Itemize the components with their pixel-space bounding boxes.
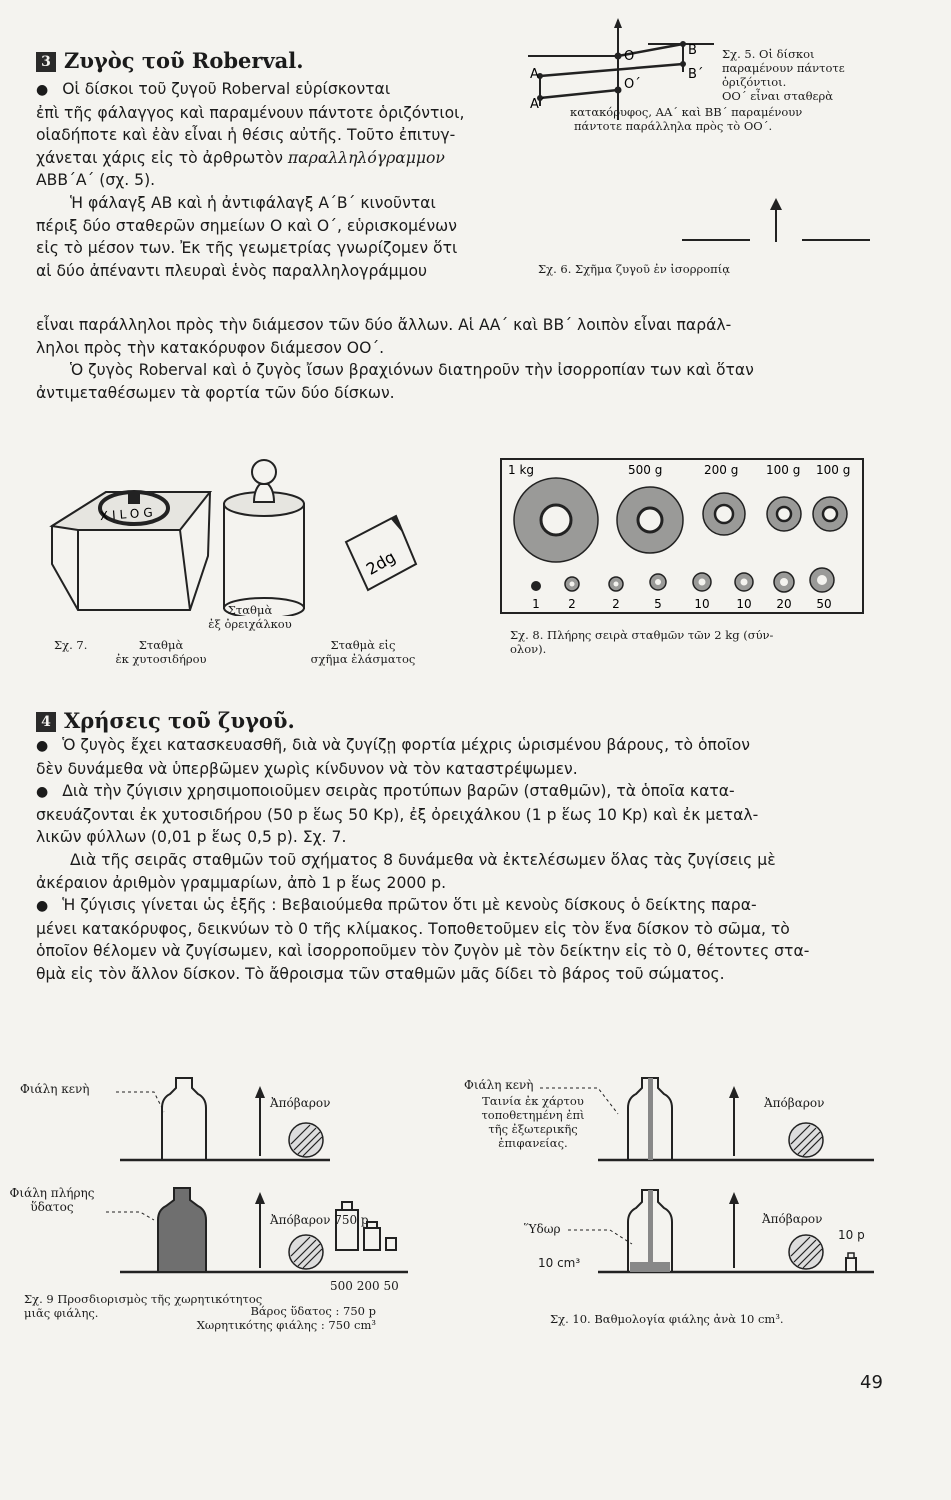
hex-weight-label: ΧΙLOG	[99, 505, 158, 524]
section-3-text-wide	[36, 314, 878, 404]
fig10-volume-label: 10 cm³	[538, 1256, 581, 1270]
label-5g: 5	[654, 597, 662, 611]
paragraph-line: αἱ δύο ἀπέναντι πλευραὶ ἑνὸς παραλληλογράμμου	[36, 261, 428, 280]
paragraph-line: ἐπὶ τῆς φάλαγγος καὶ παραμένουν πάντοτε ὁριζόντιοι,	[36, 103, 465, 122]
weights-set-illustration	[30, 446, 480, 616]
caption-line: παραμένουν πάντοτε	[722, 61, 845, 75]
label-B: B	[688, 43, 697, 58]
section-4-heading	[36, 708, 295, 733]
caption-line: ἐξ ὀρειχάλκου	[208, 617, 292, 631]
fig7-caption-cast	[106, 638, 216, 666]
label-1g: 1	[532, 597, 540, 611]
caption-line: Σταθμὰ	[227, 603, 273, 617]
fig9-tare-750-label: Ἀπόβαρον 750 p	[270, 1213, 369, 1227]
caption-line: κατακόρυφος, ΑΑ΄ καὶ ΒΒ΄ παραμένουν	[570, 105, 803, 119]
paragraph-line: ● Διὰ τὴν ζύγισιν χρησιμοποιοῦμεν σειρὰς προτύπων βαρῶν (σταθμῶν), τὰ ὁποῖα κατα-	[36, 780, 884, 804]
paragraph-line: δὲν δυνάμεθα νὰ ὑπερβῶμεν χωρὶς κίνδυνον νὰ τὸν καταστρέψωμεν.	[36, 759, 578, 778]
label-line: τῆς ἐξωτερικῆς	[488, 1122, 578, 1136]
paragraph-line: Διὰ τῆς σειρᾶς σταθμῶν τοῦ σχήματος 8 δυνάμεθα νὰ ἐκτελέσωμεν ὅλας τὰς ζυγίσεις μὲ	[70, 850, 776, 869]
fig9-results	[160, 1304, 376, 1332]
label-A-prime: A΄	[530, 97, 546, 112]
label-line: τοποθετημένη ἐπὶ	[481, 1108, 585, 1122]
caption-line: πάντοτε παράλληλα πρὸς τὸ ΟΟ΄.	[574, 119, 773, 133]
fig9-full-bottle-label	[2, 1186, 102, 1214]
fig6-caption: Σχ. 6. Σχῆμα ζυγοῦ ἐν ἰσορροπίᾳ	[538, 262, 730, 276]
label-20g: 20	[776, 597, 792, 611]
fig8-caption	[510, 628, 860, 656]
fig10-tare-label: Ἀπόβαρον	[764, 1096, 825, 1110]
section-4-number: 4	[36, 712, 56, 732]
label-O: O	[624, 49, 635, 64]
fig9-pointer-line-2	[104, 1206, 164, 1230]
label-B-prime: B΄	[688, 67, 704, 82]
paragraph-line: θμὰ εἰς τὸν ἄλλον δίσκον. Τὸ ἄθροισμα τῶν σταθμῶν μᾶς δίδει τὸ βάρος τοῦ σώματος.	[36, 964, 725, 983]
paragraph-line: εἶναι παράλληλοι πρὸς τὴν διάμεσον τῶν δύο ἄλλων. Αἱ ΑΑ΄ καὶ ΒΒ΄ λοιπὸν εἶναι παράλ-	[36, 316, 732, 334]
label-line: Φιάλη πλήρης	[9, 1186, 95, 1200]
section-3-text-narrow	[36, 78, 512, 282]
label-10g-b: 10	[736, 597, 752, 611]
caption-line: ΟΟ΄ εἶναι σταθερὰ	[722, 89, 834, 103]
caption-line: μιᾶς φιάλης.	[24, 1306, 99, 1320]
fig5-caption-bottom	[570, 105, 890, 133]
label-line: ἐπιφανείας.	[498, 1136, 568, 1150]
caption-line: Σχ. 5. Οἱ δίσκοι	[722, 47, 815, 61]
paragraph-line: ἀντιμεταθέσωμεν τὰ φορτία τῶν δύο δίσκων.	[36, 383, 395, 402]
fig9-empty-bottle-label: Φιάλη κενὴ	[20, 1082, 90, 1096]
fig5-caption-top	[722, 47, 882, 103]
caption-line: Σχ. 9 Προσδιορισμὸς τῆς χωρητικότητος	[24, 1292, 263, 1306]
paragraph-line: ληλοι πρὸς τὴν κατακόρυφον διάμεσον ΟΟ΄.	[36, 338, 385, 357]
bottle-graduation-figure	[584, 1060, 884, 1310]
label-1kg: 1 kg	[508, 463, 535, 477]
fig10-tape-label	[470, 1094, 596, 1150]
caption-line: ἐκ χυτοσιδήρου	[115, 652, 207, 666]
paragraph-line: ● Οἱ δίσκοι τοῦ ζυγοῦ Roberval εὑρίσκονται	[36, 78, 512, 102]
page-number: 49	[860, 1372, 883, 1393]
fig10-tare2-label: Ἀπόβαρον	[762, 1212, 823, 1226]
balance-equilibrium-diagram	[676, 196, 876, 248]
section-4-text	[36, 734, 884, 986]
label-O-prime: O΄	[624, 77, 641, 92]
label-line: Ταινία ἐκ χάρτου	[482, 1094, 584, 1108]
caption-line: ολον).	[510, 642, 547, 656]
label-A: A	[530, 67, 539, 82]
section-3-number: 3	[36, 52, 56, 72]
paragraph-line: πέριξ δύο σταθερῶν σημείων Ο καὶ Ο΄, εὑρισκομένων	[36, 216, 457, 235]
label-10g-a: 10	[694, 597, 710, 611]
paragraph-line: εἰς τὸ μέσον των. Ἐκ τῆς γεωμετρίας γνωρίζομεν ὅτι	[36, 239, 458, 258]
fig10-water-label: Ὕδωρ	[524, 1222, 561, 1236]
fig10-weight-label: 10 p	[838, 1228, 865, 1242]
fig7-prefix: Σχ. 7.	[54, 638, 88, 652]
paragraph-line: Ὁ ζυγὸς Roberval καὶ ὁ ζυγὸς ἴσων βραχιόνων διατηροῦν τὴν ἰσορροπίαν των καὶ ὅταν	[70, 361, 754, 380]
fig7-caption-sheet	[288, 638, 438, 666]
fig7-caption-brass	[205, 603, 295, 631]
fig10-pointer-line-2	[566, 1224, 646, 1248]
paragraph-line: ● Ἡ ζύγισις γίνεται ὡς ἑξῆς : Βεβαιούμεθα πρῶτον ὅτι μὲ κενοὺς δίσκους ὁ δείκτης παρα-	[36, 894, 884, 918]
fig9-weights-stack	[330, 1182, 410, 1274]
paragraph-line: οἱαδήποτε καὶ ἐὰν εἶναι ἡ θέσις αὐτῆς. Τοῦτο ἐπιτυγ-	[36, 126, 456, 145]
paragraph-line: χάνεται χάρις εἰς τὸ ἀρθρωτὸν παραλληλόγραμμον	[36, 148, 445, 167]
section-4-title: Χρήσεις τοῦ ζυγοῦ.	[64, 708, 295, 733]
fig10-empty-bottle-label: Φιάλη κενὴ	[464, 1078, 534, 1092]
paragraph-line: Ἡ φάλαγξ ΑΒ καὶ ἡ ἀντιφάλαγξ Α΄Β΄ κινοῦνται	[70, 193, 436, 212]
fig9-pointer-line-1	[114, 1088, 174, 1118]
sheet-weight-label: 2dg	[362, 547, 399, 579]
label-50g: 50	[816, 597, 832, 611]
paragraph-line: σκευάζονται ἐκ χυτοσιδήρου (50 p ἕως 50 Kp), ἐξ ὀρειχάλκου (1 p ἕως 10 Kp) καὶ ἐκ μεταλ-	[36, 805, 759, 824]
weights-series-panel	[500, 458, 864, 616]
water-weight-value: Βάρος ὕδατος : 750 p	[250, 1304, 376, 1318]
capacity-value: Χωρητικότης φιάλης : 750 cm³	[196, 1318, 376, 1332]
fig9-weights-label: 500 200 50	[330, 1279, 399, 1293]
label-500g: 500 g	[628, 463, 663, 477]
paragraph-line: ● Ὁ ζυγὸς ἔχει κατασκευασθῆ, διὰ νὰ ζυγίζῃ φορτία μέχρις ὡρισμένου βάρους, τὸ ὁποῖον	[36, 734, 884, 758]
caption-line: Σταθμὰ εἰς	[330, 638, 396, 652]
label-2g-b: 2	[612, 597, 620, 611]
caption-line: Σχ. 8. Πλήρης σειρὰ σταθμῶν τῶν 2 kg (σύν-	[510, 628, 774, 642]
paragraph-line: ὁποῖον θέλομεν νὰ ζυγίσωμεν, καὶ ἰσορροποῦμεν τὸν ζυγὸν μὲ τὸν δείκτην εἰς τὸ 0, θέτοντες στα-	[36, 942, 810, 961]
caption-line: ὁριζόντιοι.	[722, 75, 787, 89]
label-2g-a: 2	[568, 597, 576, 611]
section-3-title: Ζυγὸς τοῦ Roberval.	[64, 48, 304, 73]
caption-line: Σταθμὰ	[138, 638, 184, 652]
label-100g-a: 100 g	[766, 463, 801, 477]
label-200g-top: 200 g	[704, 463, 739, 477]
section-3-heading	[36, 48, 304, 73]
caption-line: σχῆμα ἐλάσματος	[310, 652, 416, 666]
fig9-tare-label: Ἀπόβαρον	[270, 1096, 331, 1110]
label-100g-b: 100 g	[816, 463, 851, 477]
paragraph-line: λικῶν φύλλων (0,01 p ἕως 0,5 p). Σχ. 7.	[36, 828, 347, 847]
paragraph-line: ἀκέραιον ἀριθμὸν γραμμαρίων, ἀπὸ 1 p ἕως 2000 p.	[36, 873, 447, 892]
paragraph-line: ΑΒΒ΄Α΄ (σχ. 5).	[36, 171, 156, 190]
paragraph-line: μένει κατακόρυφος, δεικνύων τὸ 0 τῆς κλίμακος. Τοποθετοῦμεν εἰς τὸν ἕνα δίσκον τὸ σῶμα, τὸ	[36, 919, 790, 938]
label-line: ὕδατος	[30, 1200, 74, 1214]
fig10-caption: Σχ. 10. Βαθμολογία φιάλης ἀνὰ 10 cm³.	[550, 1312, 784, 1326]
